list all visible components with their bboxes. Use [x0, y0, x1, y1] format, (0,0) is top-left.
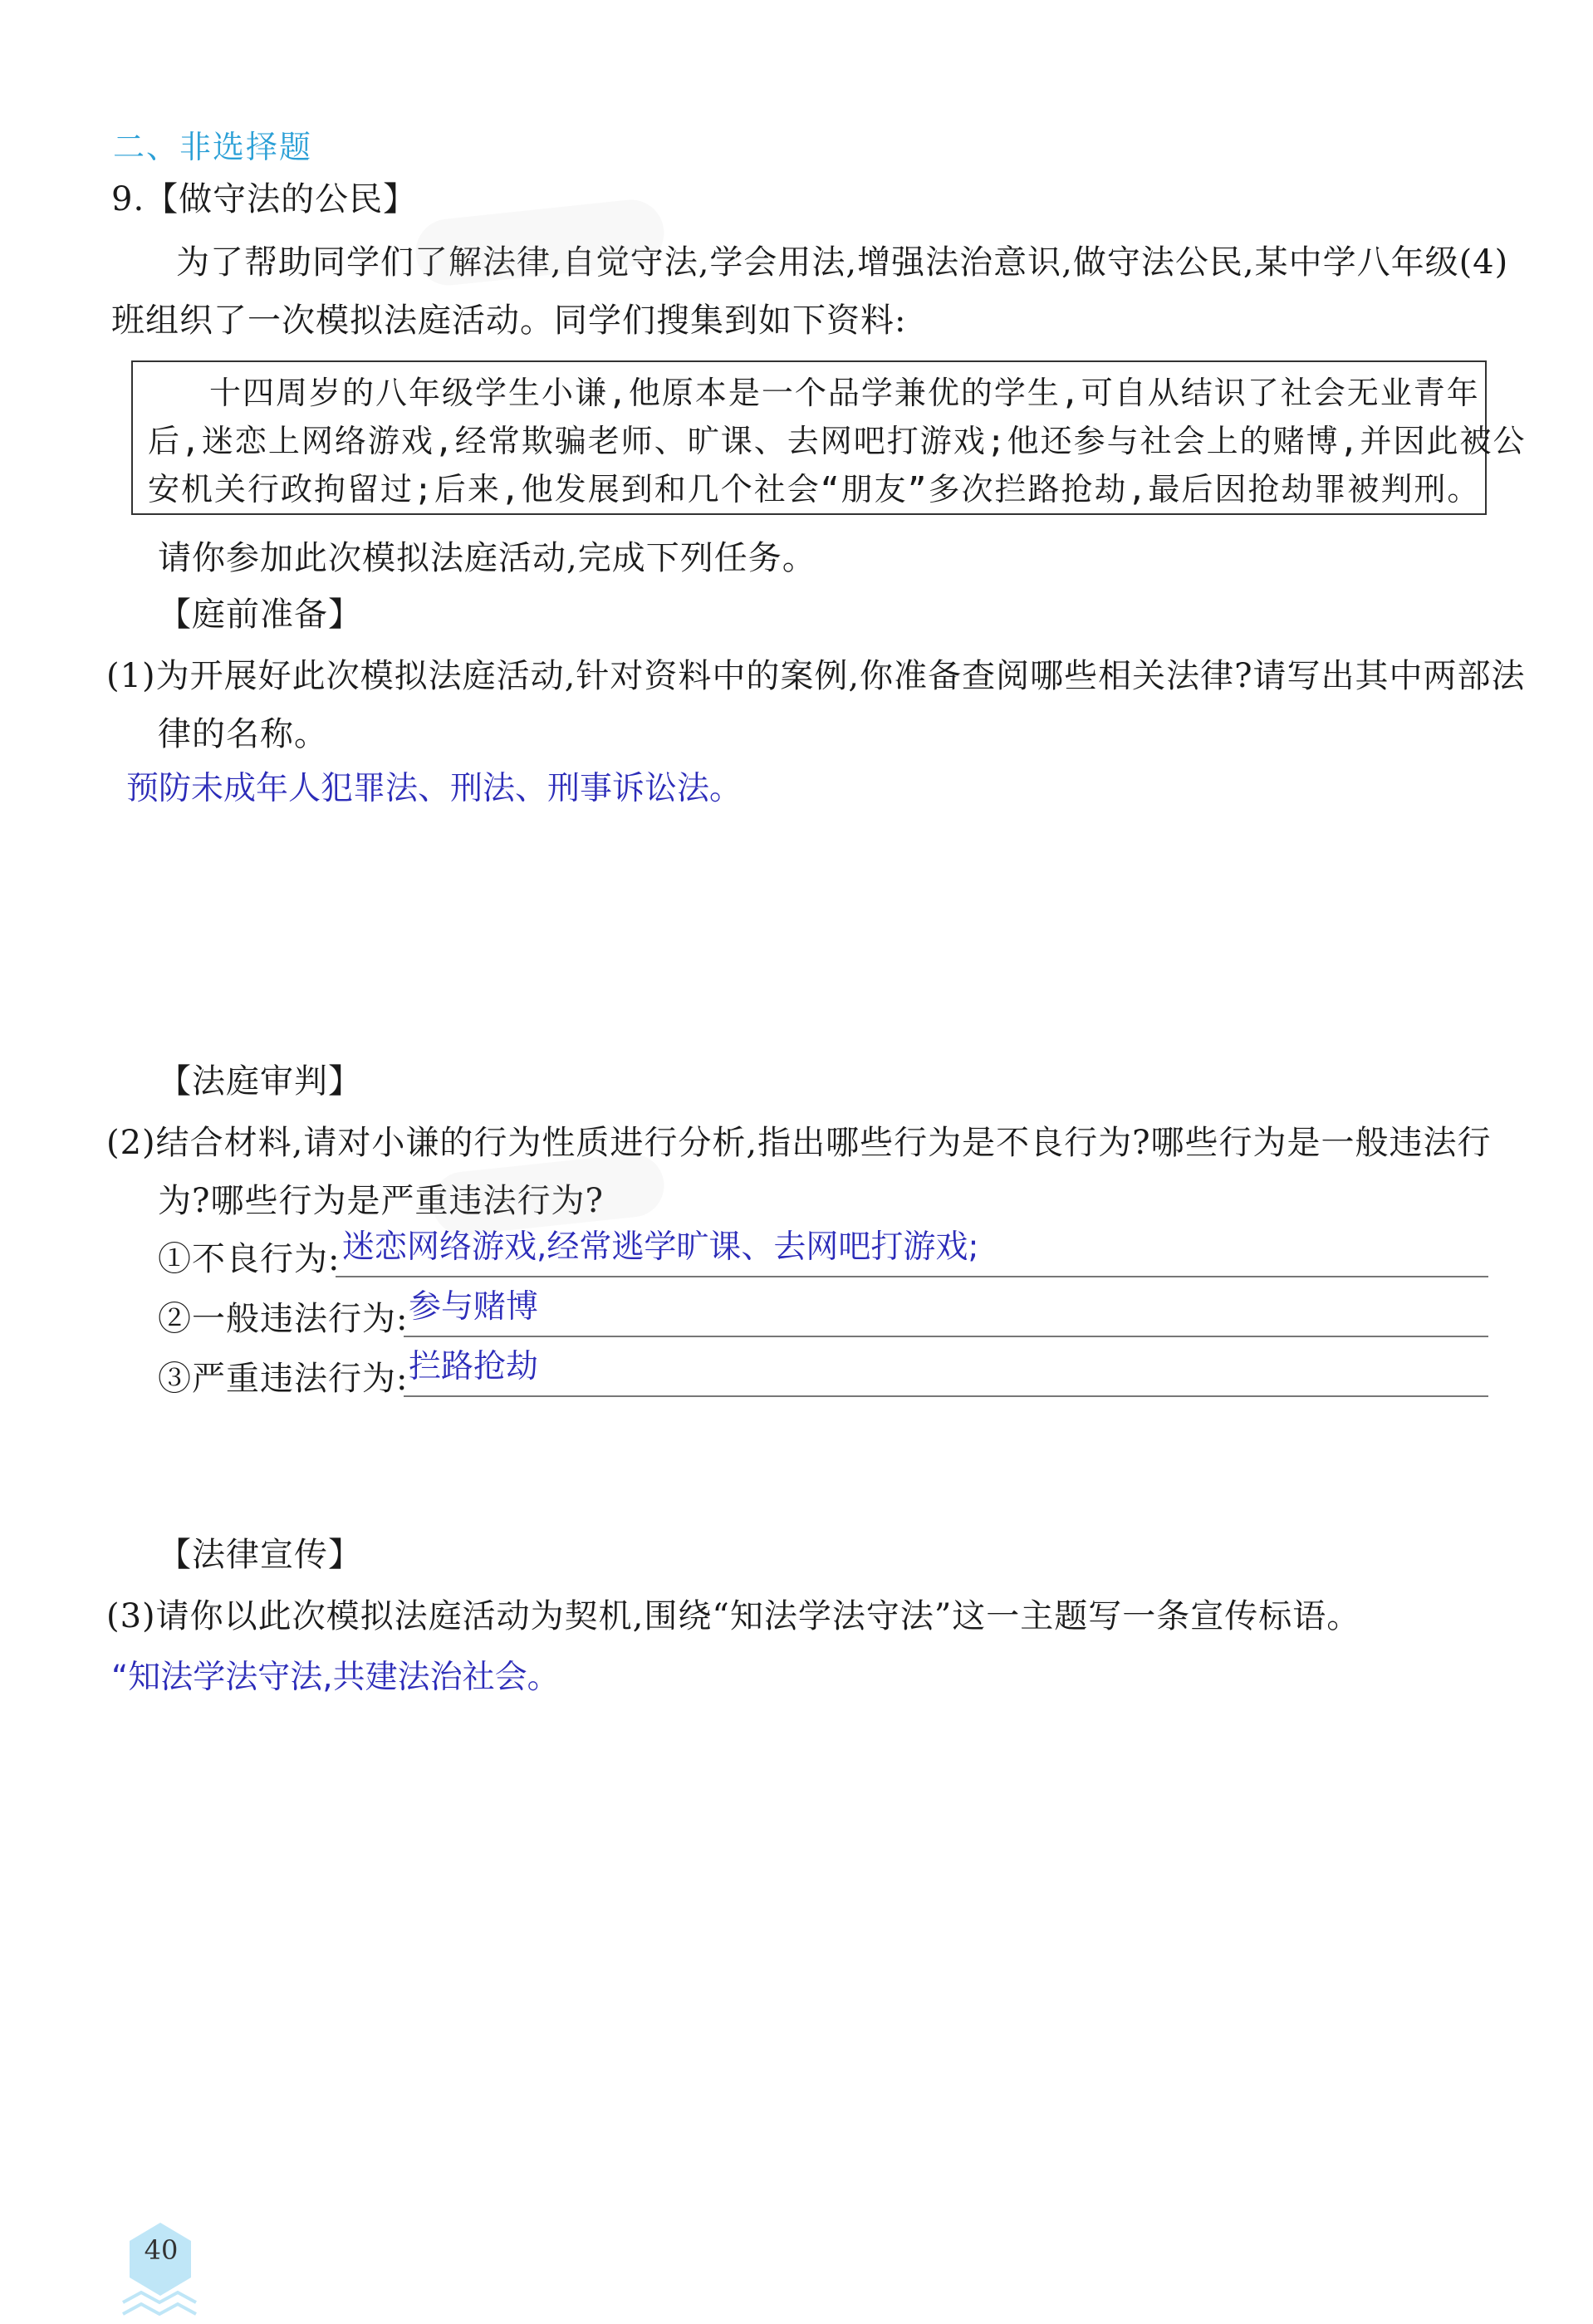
part1-heading: 【庭前准备】	[158, 596, 362, 634]
part2-heading: 【法庭审判】	[158, 1062, 362, 1101]
part2-item-1-answer: 迷恋网络游戏,经常逃学旷课、去网吧打游戏;	[342, 1228, 979, 1266]
part3-answer: “知法学法守法,共建法治社会。	[111, 1659, 560, 1696]
part3-question: (3)请你以此次模拟法庭活动为契机,围绕“知法学法守法”这一主题写一条宣传标语。	[106, 1597, 1361, 1635]
part1-question-line-2: 律的名称。	[158, 715, 328, 753]
part1-answer: 预防未成年人犯罪法、刑法、刑事诉讼法。	[126, 770, 743, 807]
case-line-1: 十四周岁的八年级学生小谦,他原本是一个品学兼优的学生,可自从结识了社会无业青年	[209, 375, 1480, 411]
page-number: 40	[144, 2234, 179, 2266]
page-number-badge	[115, 2216, 206, 2321]
part3-heading: 【法律宣传】	[158, 1536, 362, 1574]
part2-item-1-label: ①不良行为:	[158, 1240, 341, 1278]
section-title: 二、非选择题	[113, 129, 313, 165]
part2-item-3-answer-line	[404, 1395, 1488, 1397]
part1-question-line-1: (1)为开展好此次模拟法庭活动,针对资料中的案例,你准备查阅哪些相关法律?请写出其中两部法	[106, 657, 1526, 695]
part2-item-2-label: ②一般违法行为:	[158, 1300, 409, 1338]
intro-line-2: 班组织了一次模拟法庭活动。同学们搜集到如下资料:	[111, 302, 907, 340]
part2-item-1-answer-line	[336, 1276, 1488, 1277]
part2-item-2-answer: 参与赌博	[409, 1288, 539, 1326]
part2-question-line-1: (2)结合材料,请对小谦的行为性质进行分析,指出哪些行为是不良行为?哪些行为是一般违法行	[106, 1124, 1492, 1162]
part2-question-line-2: 为?哪些行为是严重违法行为?	[158, 1182, 604, 1220]
intro-line-1: 为了帮助同学们了解法律,自觉守法,学会用法,增强法治意识,做守法公民,某中学八年级(4)	[176, 243, 1509, 282]
question-title: 9.【做守法的公民】	[111, 180, 418, 218]
part2-item-3-answer: 拦路抢劫	[409, 1348, 539, 1385]
task-intro: 请你参加此次模拟法庭活动,完成下列任务。	[158, 539, 816, 577]
hexagon-badge-icon	[115, 2216, 206, 2321]
case-line-2: 后,迷恋上网络游戏,经常欺骗老师、旷课、去网吧打游戏;他还参与社会上的赌博,并因此被公	[148, 423, 1527, 459]
part2-item-3-label: ③严重违法行为:	[158, 1360, 409, 1398]
part2-item-2-answer-line	[404, 1336, 1488, 1337]
case-line-3: 安机关行政拘留过;后来,他发展到和几个社会“朋友”多次拦路抢劫,最后因抢劫罪被判刑。	[148, 471, 1481, 507]
